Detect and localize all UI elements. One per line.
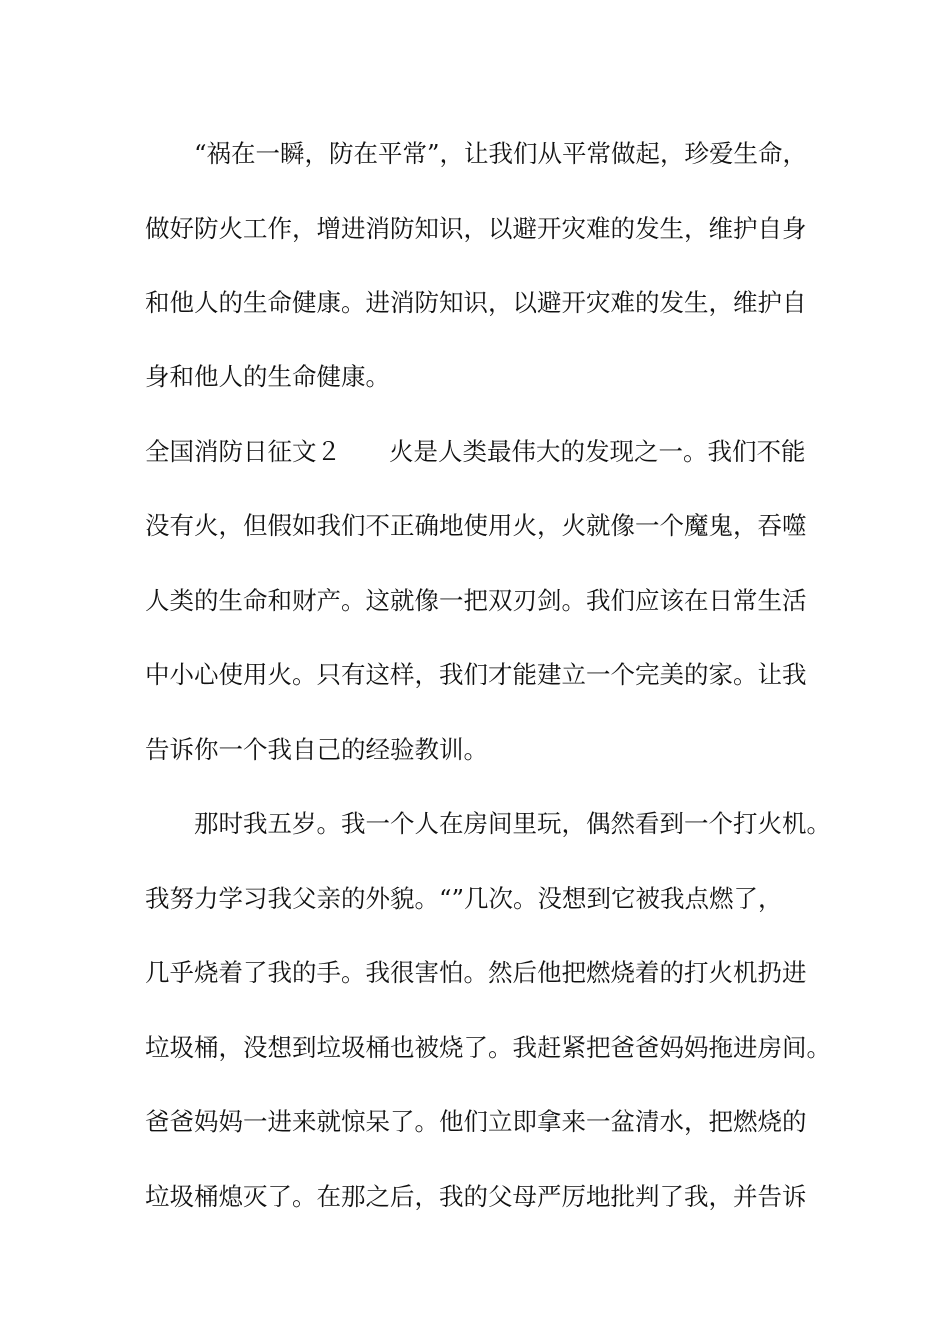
paragraph-line: 身和他人的生命健康。 bbox=[145, 362, 390, 391]
paragraph-line: 告诉你一个我自己的经验教训。 bbox=[145, 735, 488, 764]
paragraph-line: 和他人的生命健康。进消防知识，以避开灾难的发生，维护自 bbox=[145, 288, 807, 317]
paragraph-line: 那时我五岁。我一个人在房间里玩，偶然看到一个打火机。 bbox=[194, 809, 831, 838]
paragraph-line: “祸在一瞬，防在平常”，让我们从平常做起，珍爱生命， bbox=[194, 139, 808, 168]
paragraph-line: 没有火，但假如我们不正确地使用火，火就像一个魔鬼，吞噬 bbox=[145, 511, 807, 540]
essay-heading-line bbox=[145, 432, 825, 472]
essay-title: 全国消防日征文２ bbox=[145, 437, 341, 466]
paragraph-line: 垃圾桶，没想到垃圾桶也被烧了。我赶紧把爸爸妈妈拖进房间。 bbox=[145, 1033, 831, 1062]
paragraph-line: 中小心使用火。只有这样，我们才能建立一个完美的家。让我 bbox=[145, 660, 807, 689]
paragraph-line: 爸爸妈妈一进来就惊呆了。他们立即拿来一盆清水，把燃烧的 bbox=[145, 1107, 807, 1136]
paragraph-line: 我努力学习我父亲的外貌。“”几次。没想到它被我点燃了， bbox=[145, 884, 783, 913]
paragraph-line: 人类的生命和财产。这就像一把双刃剑。我们应该在日常生活 bbox=[145, 586, 807, 615]
paragraph-line: 几乎烧着了我的手。我很害怕。然后他把燃烧着的打火机扔进 bbox=[145, 958, 807, 987]
paragraph-line: 做好防火工作，增进消防知识，以避开灾难的发生，维护自身 bbox=[145, 214, 807, 243]
paragraph-line: 垃圾桶熄灭了。在那之后，我的父母严厉地批判了我，并告诉 bbox=[145, 1182, 807, 1211]
essay-first-text: 火是人类最伟大的发现之一。我们不能 bbox=[389, 437, 806, 466]
